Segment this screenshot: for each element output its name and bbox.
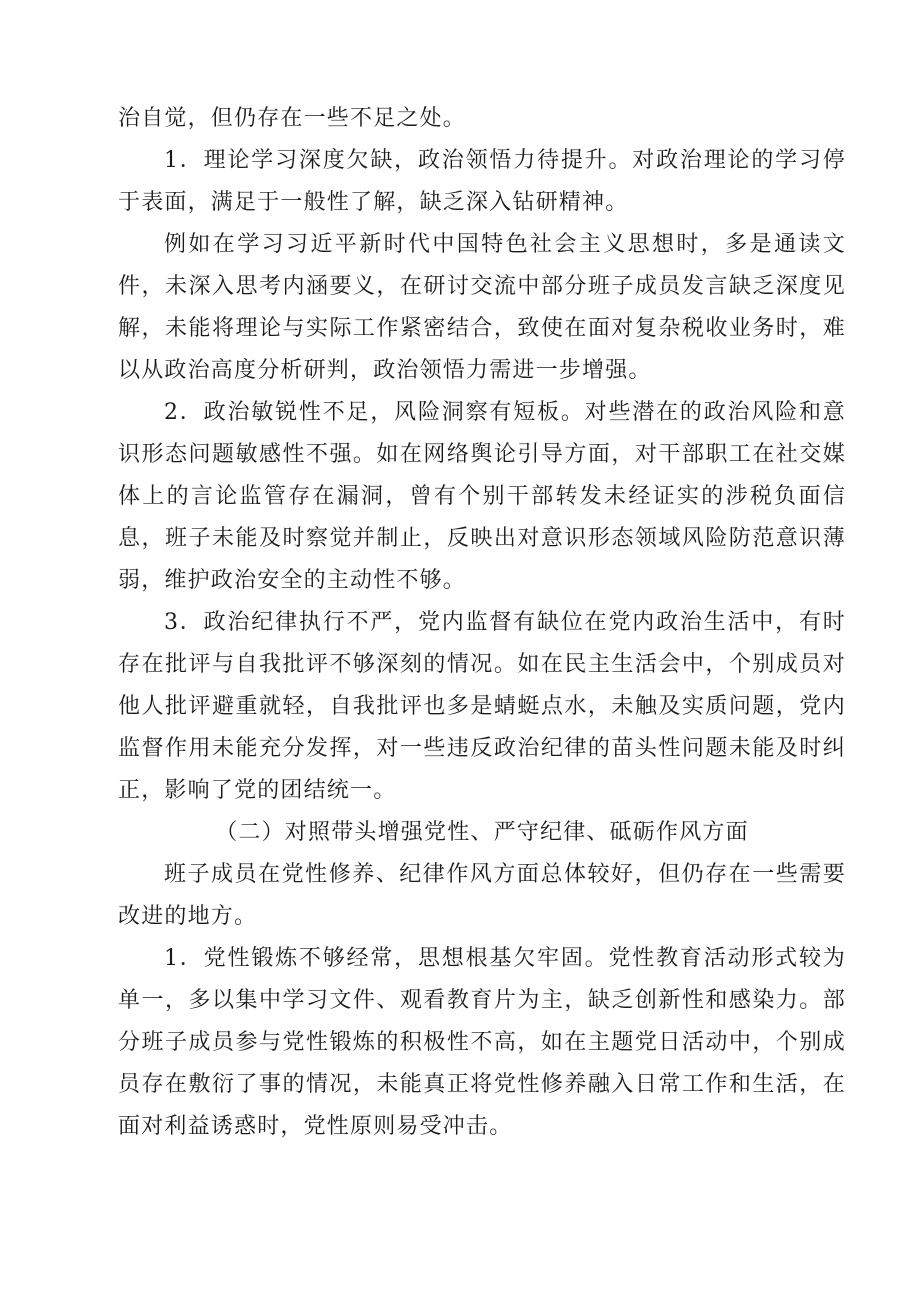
- section-heading: （二）对照带头增强党性、严守纪律、砥砺作风方面: [215, 820, 749, 845]
- paragraph-continuation: 治自觉，但仍存在一些不足之处。: [118, 106, 467, 131]
- paragraph-section-item-1: 1．党性锻炼不够经常，思想根基欠牢固。党性教育活动形式较为单一，多以集中学习文件、观看教育片为主，缺乏创新性和感染力。部分班子成员参与党性锻炼的积极性不高，如在主题党日活动中，个别成员存在敷衍了事的情况，未能真正将党性修养融入日常工作和生活，在面对利益诱惑时，党性原则易受冲击。: [118, 946, 846, 1139]
- paragraph-example: 例如在学习习近平新时代中国特色社会主义思想时，多是通读文件，未深入思考内涵要义，在研讨交流中部分班子成员发言缺乏深度见解，未能将理论与实际工作紧密结合，致使在面对复杂税收业务时，难以从政治高度分析研判，政治领悟力需进一步增强。: [118, 232, 846, 383]
- paragraph-item-2: 2．政治敏锐性不足，风险洞察有短板。对些潜在的政治风险和意识形态问题敏感性不强。如在网络舆论引导方面，对干部职工在社交媒体上的言论监管存在漏洞，曾有个别干部转发未经证实的涉税负面信息，班子未能及时察觉并制止，反映出对意识形态领域风险防范意识薄弱，维护政治安全的主动性不够。: [118, 400, 846, 593]
- paragraph-item-3: 3．政治纪律执行不严，党内监督有缺位在党内政治生活中，有时存在批评与自我批评不够深刻的情况。如在民主生活会中，个别成员对他人批评避重就轻，自我批评也多是蜻蜓点水，未触及实质问题，党内监督作用未能充分发挥，对一些违反政治纪律的苗头性问题未能及时纠正，影响了党的团结统一。: [118, 610, 846, 803]
- paragraph-section-intro: 班子成员在党性修养、纪律作风方面总体较好，但仍存在一些需要改进的地方。: [118, 862, 846, 929]
- document-body: [118, 98, 846, 1148]
- paragraph-item-1: 1．理论学习深度欠缺，政治领悟力待提升。对政治理论的学习停于表面，满足于一般性了解，缺乏深入钻研精神。: [118, 148, 846, 215]
